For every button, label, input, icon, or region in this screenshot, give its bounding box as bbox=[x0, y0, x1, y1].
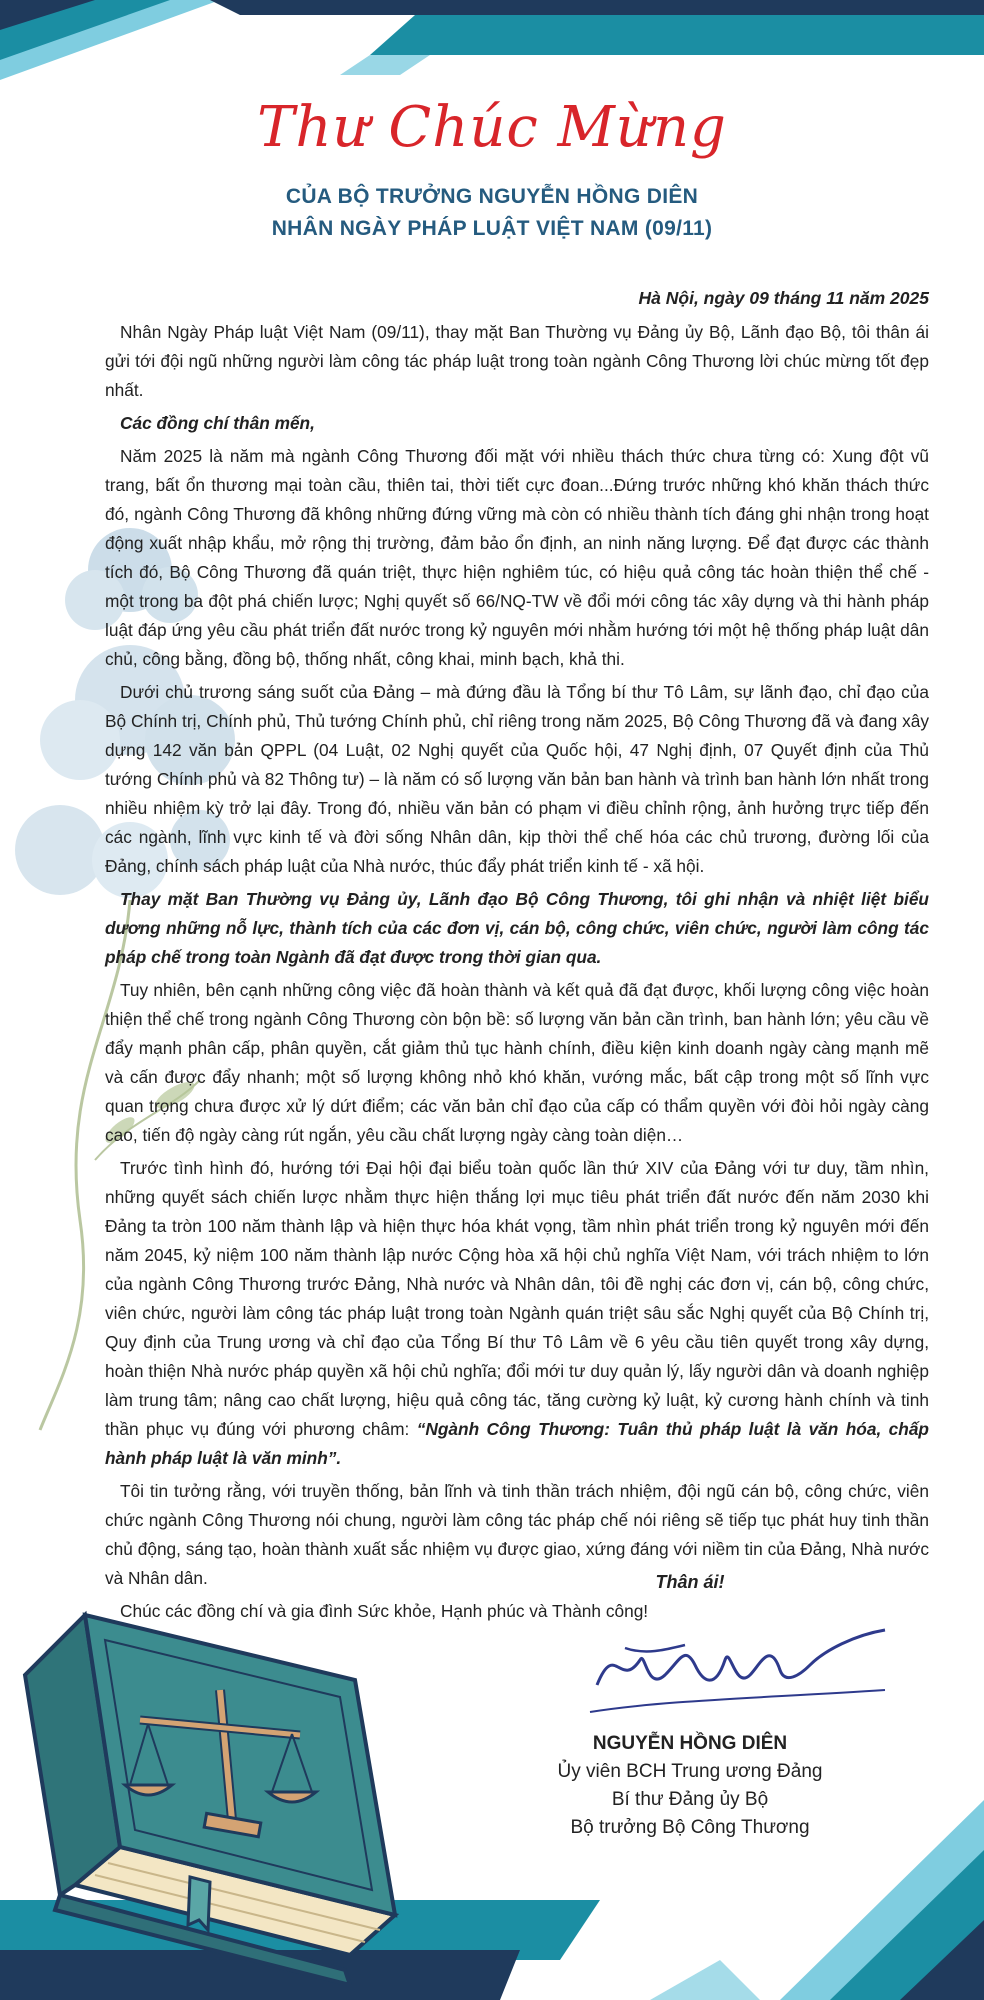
paragraph-8: Chúc các đồng chí và gia đình Sức khỏe, Hạnh phúc và Thành công! bbox=[120, 1601, 649, 1621]
subtitle-line-1: CỦA BỘ TRƯỞNG NGUYỄN HỒNG DIÊN bbox=[285, 185, 699, 208]
scales-of-justice-icon bbox=[120, 1680, 320, 1860]
letter-title: Thư Chúc Mừng bbox=[257, 95, 727, 160]
greeting: Các đồng chí thân mến, bbox=[120, 413, 315, 433]
paragraph-3: Dưới chủ trương sáng suốt của Đảng – mà đứng đầu là Tổng bí thư Tô Lâm, sự lãnh đạo, chỉ đạo của Bộ Chính trị, Chính phủ, Thủ tướng Chính phủ, chỉ riêng trong năm 2025, Bộ Công Thương đã và đang xây dựng 142 văn bản QPPL (04 Luật, 02 Nghị quyết của Quốc hội, 47 Nghị định, 07 Quyết định của Thủ tướng Chính phủ và 82 Thông tư) – là năm có số lượng văn bản ban hành và trình ban hành lớn nhất trong nhiều nhiệm kỳ trở lại đây. Trong đó, nhiều văn bản có phạm vi điều chỉnh rộng, ảnh hưởng trực tiếp đến các ngành, lĩnh vực kinh tế và đời sống Nhân dân, kịp thời thể chế hóa các chủ trương, đường lối của Đảng, chính sách pháp luật của Nhà nước, thúc đẩy phát triển kinh tế - xã hội. bbox=[105, 682, 929, 876]
signer-title-3: Bộ trưởng Bộ Công Thương bbox=[570, 1817, 810, 1838]
paragraph-6 bbox=[105, 1154, 929, 1473]
signer-name: NGUYỄN HỒNG DIÊN bbox=[592, 1733, 788, 1754]
paragraph-7: Tôi tin tưởng rằng, với truyền thống, bản lĩnh và tinh thần trách nhiệm, đội ngũ cán bộ, công chức, viên chức ngành Công Thương nói chung, người làm công tác pháp chế nói riêng sẽ tiếp tục phát huy tinh thần chủ động, sáng tạo, hoàn thành xuất sắc nhiệm vụ được giao, xứng đáng với niềm tin của Đảng, Nhà nước và Nhân dân. bbox=[105, 1481, 929, 1588]
paragraph-1: Nhân Ngày Pháp luật Việt Nam (09/11), thay mặt Ban Thường vụ Đảng ủy Bộ, Lãnh đạo Bộ, tôi thân ái gửi tới đội ngũ những người làm công tác pháp luật trong toàn ngành Công Thương lời chúc mừng tốt đẹp nhất. bbox=[105, 322, 929, 400]
paragraph-4: Thay mặt Ban Thường vụ Đảng ủy, Lãnh đạo Bộ Công Thương, tôi ghi nhận và nhiệt liệt biểu dương những nỗ lực, thành tích của các đơn vị, cán bộ, công chức, viên chức, người làm công tác pháp chế trong toàn Ngành đã đạt được trong thời gian qua. bbox=[105, 889, 929, 967]
letter-date: Hà Nội, ngày 09 tháng 11 năm 2025 bbox=[638, 288, 929, 308]
letter-body bbox=[105, 318, 929, 1630]
paragraph-5: Tuy nhiên, bên cạnh những công việc đã hoàn thành và kết quả đã đạt được, khối lượng công việc hoàn thiện thể chế trong ngành Công Thương còn bộn bề: số lượng văn bản cần trình, ban hành lớn; yêu cầu về đẩy mạnh phân cấp, phân quyền, cắt giảm thủ tục hành chính, điều kiện kinh doanh ngày càng mạnh mẽ và cấn được đẩy nhanh; một số lượng không nhỏ khó khăn, vướng mắc, bất cập trong một số lĩnh vực quan trọng chưa được xử lý dứt điểm; các văn bản chỉ đạo của cấp có thẩm quyền với đòi hỏi ngày càng cao, tiến độ ngày càng rút ngắn, yêu cầu chất lượng ngày càng toàn diện… bbox=[105, 980, 929, 1145]
signoff: Thân ái! bbox=[655, 1572, 725, 1592]
paragraph-6-text: Trước tình hình đó, hướng tới Đại hội đại biểu toàn quốc lần thứ XIV của Đảng với tư duy, tầm nhìn, những quyết sách chiến lược nhằm thực hiện thắng lợi mục tiêu phát triển đất nước đến năm 2030 khi Đảng ta tròn 100 năm thành lập và hiện thực hóa khát vọng, tầm nhìn phát triển trong kỷ nguyên mới đến năm 2045, kỷ niệm 100 năm thành lập nước Cộng hòa xã hội chủ nghĩa Việt Nam, với trách nhiệm to lớn của ngành Công Thương trước Đảng, Nhà nước và Nhân dân, tôi đề nghị các đơn vị, cán bộ, công chức, viên chức, người làm công tác pháp luật trong toàn Ngành quán triệt sâu sắc Nghị quyết của Bộ Chính trị, Quy định của Trung ương và chỉ đạo của Tổng Bí thư Tô Lâm về 6 yêu cầu tiên quyết trong xây dựng, hoàn thiện Nhà nước pháp quyền xã hội chủ nghĩa; đổi mới tư duy quản lý, lấy người dân và doanh nghiệp làm trung tâm; nâng cao chất lượng, hiệu quả công tác, tăng cường kỷ luật, kỷ cương hành chính và tinh thần phục vụ đúng với phương châm: bbox=[105, 1158, 929, 1439]
signer-title-1: Ủy viên BCH Trung ương Đảng bbox=[557, 1761, 823, 1782]
paragraph-2: Năm 2025 là năm mà ngành Công Thương đối mặt với nhiều thách thức chưa từng có: Xung đột vũ trang, bất ổn thương mại toàn cầu, thiên tai, thời tiết cực đoan...Đứng trước những khó khăn thách thức đó, ngành Công Thương đã không những đứng vững mà còn có nhiều thành tích đáng ghi nhận trong hoạt động xuất nhập khẩu, mở rộng thị trường, đảm bảo ổn định, an ninh năng lượng. Để đạt được các thành tích đó, Bộ Công Thương đã quán triệt, thực hiện nghiêm túc, có hiệu quả công tác hoàn thiện thể chế - một trong ba đột phá chiến lược; Nghị quyết số 66/NQ-TW về đổi mới công tác xây dựng và thi hành pháp luật đáp ứng yêu cầu phát triển đất nước trong kỷ nguyên mới nhằm hướng tới một hệ thống pháp luật dân chủ, công bằng, đồng bộ, thống nhất, công khai, minh bạch, khả thi. bbox=[105, 446, 929, 669]
subtitle-line-2: NHÂN NGÀY PHÁP LUẬT VIỆT NAM (09/11) bbox=[271, 217, 713, 240]
signature-image bbox=[585, 1620, 905, 1720]
signature-block bbox=[520, 1730, 860, 1842]
signer-title-2: Bí thư Đảng ủy Bộ bbox=[611, 1789, 769, 1810]
paragraph-6-quote: “Ngành Công Thương: Tuân thủ pháp luật là văn hóa, chấp hành pháp luật là văn minh”. bbox=[105, 1419, 929, 1468]
